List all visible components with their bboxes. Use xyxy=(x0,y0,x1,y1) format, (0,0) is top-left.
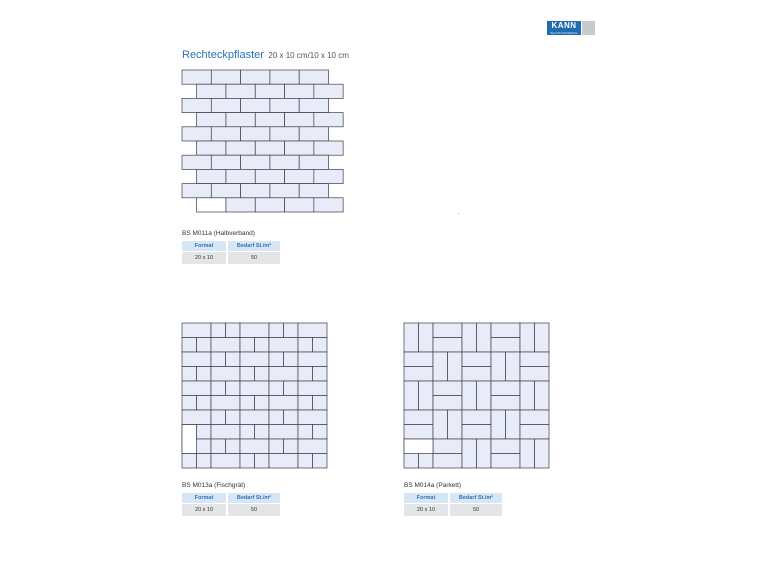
paver-stone xyxy=(491,381,520,396)
paver-stone xyxy=(462,439,477,468)
paver-stone xyxy=(477,439,492,468)
paver-stone xyxy=(284,410,299,425)
paver-stone xyxy=(298,381,327,396)
paver-stone xyxy=(520,367,549,382)
paver-stone xyxy=(285,113,314,127)
paver-stone xyxy=(298,454,313,469)
table-row xyxy=(182,504,280,516)
paver-stone xyxy=(255,454,270,469)
spec-table-parkett xyxy=(404,493,502,516)
paver-stone xyxy=(226,113,255,127)
paver-stone xyxy=(197,425,212,440)
paver-stone xyxy=(491,323,520,338)
paver-stone xyxy=(285,141,314,155)
table-row xyxy=(404,504,502,516)
paver-stone xyxy=(270,155,299,169)
paver-stone xyxy=(535,381,550,410)
paver-stone xyxy=(419,381,434,410)
paver-stone xyxy=(404,439,433,454)
paver-stone xyxy=(433,352,448,381)
paver-stone xyxy=(299,184,328,198)
paver-stone xyxy=(211,98,240,112)
paver-stone xyxy=(182,367,197,382)
paver-stone xyxy=(477,323,492,352)
paver-stone xyxy=(240,367,255,382)
paver-stone xyxy=(285,198,314,212)
pattern-code-parkett: BS M014a (Parkett) xyxy=(404,482,462,489)
paver-stone xyxy=(211,323,226,338)
paver-stone xyxy=(226,410,241,425)
paver-stone xyxy=(477,381,492,410)
page-title-sub: 20 x 10 cm/10 x 10 cm xyxy=(268,51,349,60)
paver-stone xyxy=(240,352,269,367)
paver-stone xyxy=(313,425,328,440)
halbverband-pattern-drawing xyxy=(180,68,346,214)
paver-stone xyxy=(285,169,314,183)
paver-stone xyxy=(404,425,433,440)
paver-stone xyxy=(211,352,226,367)
paver-stone xyxy=(270,98,299,112)
paver-stone xyxy=(433,439,462,454)
paver-stone xyxy=(240,381,269,396)
paver-stone xyxy=(299,98,328,112)
paver-stone xyxy=(182,396,197,411)
spec-table-fischgraet xyxy=(182,493,280,516)
paver-stone xyxy=(520,410,549,425)
paver-stone xyxy=(314,84,343,98)
pattern-code-halbverband: BS M011a (Halbverband) xyxy=(182,230,255,237)
paver-stone xyxy=(285,84,314,98)
paver-stone xyxy=(211,184,240,198)
paver-stone xyxy=(197,396,212,411)
paver-stone xyxy=(197,338,212,353)
paver-stone xyxy=(197,454,212,469)
table-row xyxy=(182,252,280,264)
paver-stone xyxy=(298,396,313,411)
paver-stone xyxy=(298,425,313,440)
paver-stone xyxy=(462,381,477,410)
paver-stone xyxy=(433,381,462,396)
paver-stone xyxy=(269,439,284,454)
paver-stone xyxy=(491,439,520,454)
kann-logo xyxy=(547,21,595,35)
paver-stone xyxy=(240,396,255,411)
spec-table-halbverband xyxy=(182,241,280,264)
paver-stone xyxy=(255,425,270,440)
paver-stone xyxy=(211,381,226,396)
paver-stone xyxy=(404,410,433,425)
paver-stone xyxy=(269,425,298,440)
paver-stone xyxy=(462,323,477,352)
paver-stone xyxy=(182,127,211,141)
header-format: Format xyxy=(404,493,450,504)
cell-bedarf: 50 xyxy=(450,504,502,516)
paver-stone xyxy=(462,367,491,382)
paver-stone xyxy=(211,70,240,84)
paver-stone xyxy=(182,338,197,353)
paver-stone xyxy=(182,425,197,454)
paver-stone xyxy=(211,127,240,141)
paver-stone xyxy=(211,367,240,382)
paver-stone xyxy=(226,439,241,454)
paver-stone xyxy=(241,70,270,84)
paver-stone xyxy=(298,439,327,454)
paver-stone xyxy=(182,352,211,367)
paver-stone xyxy=(240,323,269,338)
paver-stone xyxy=(298,367,313,382)
paver-stone xyxy=(270,70,299,84)
paver-stone xyxy=(211,155,240,169)
paver-stone xyxy=(269,381,284,396)
paver-stone xyxy=(404,367,433,382)
cell-bedarf: 50 xyxy=(228,504,280,516)
paver-stone xyxy=(182,410,211,425)
paver-stone xyxy=(226,198,255,212)
paver-stone xyxy=(269,454,298,469)
paver-stone xyxy=(211,396,240,411)
paver-stone xyxy=(506,410,521,439)
paver-stone xyxy=(313,367,328,382)
paver-stone xyxy=(462,410,491,425)
paver-stone xyxy=(448,410,463,439)
paver-stone xyxy=(197,84,226,98)
paver-stone xyxy=(182,454,197,469)
paver-stone xyxy=(298,338,313,353)
header-bedarf: Bedarf St./m² xyxy=(228,493,280,504)
paver-stone xyxy=(314,169,343,183)
paver-stone xyxy=(462,425,491,440)
paver-stone xyxy=(226,169,255,183)
paver-stone xyxy=(255,198,284,212)
paver-stone xyxy=(226,141,255,155)
fischgraet-pattern-drawing xyxy=(180,321,346,467)
paver-stone xyxy=(520,381,535,410)
pattern-code-fischgraet: BS M013a (Fischgrät) xyxy=(182,482,246,489)
paver-stone xyxy=(197,113,226,127)
paver-stone xyxy=(270,127,299,141)
stray-mark xyxy=(458,213,459,214)
header-format: Format xyxy=(182,493,228,504)
paver-stone xyxy=(255,367,270,382)
paver-stone xyxy=(314,198,343,212)
paver-stone xyxy=(197,141,226,155)
paver-stone xyxy=(240,425,255,440)
header-format: Format xyxy=(182,241,228,252)
paver-stone xyxy=(433,323,462,338)
paver-stone xyxy=(182,323,211,338)
paver-stone xyxy=(241,127,270,141)
paver-stone xyxy=(211,454,240,469)
paver-stone xyxy=(284,381,299,396)
paver-stone xyxy=(240,439,269,454)
paver-stone xyxy=(433,410,448,439)
paver-stone xyxy=(241,155,270,169)
paver-stone xyxy=(197,169,226,183)
paver-stone xyxy=(197,198,226,212)
paver-stone xyxy=(404,381,419,410)
paver-stone xyxy=(269,410,284,425)
paver-stone xyxy=(284,439,299,454)
paver-stone xyxy=(433,454,462,469)
paver-stone xyxy=(419,323,434,352)
paver-stone xyxy=(448,352,463,381)
paver-stone xyxy=(433,338,462,353)
cell-format: 20 x 10 xyxy=(404,504,450,516)
paver-stone xyxy=(255,84,284,98)
paver-stone xyxy=(241,184,270,198)
table-header-row xyxy=(404,493,502,504)
header-bedarf: Bedarf St./m² xyxy=(450,493,502,504)
paver-stone xyxy=(314,141,343,155)
logo-brand: KANN xyxy=(547,21,581,35)
paver-stone xyxy=(255,396,270,411)
paver-stone xyxy=(182,184,211,198)
paver-stone xyxy=(182,70,211,84)
paver-stone xyxy=(269,352,284,367)
logo-grey-block xyxy=(582,21,595,35)
paver-stone xyxy=(535,323,550,352)
paver-stone xyxy=(240,454,255,469)
paver-stone xyxy=(255,169,284,183)
paver-stone xyxy=(269,367,298,382)
paver-stone xyxy=(313,454,328,469)
paver-stone xyxy=(226,323,241,338)
logo-subtitle: BAUSTOFFWERKE xyxy=(550,31,578,35)
paver-stone xyxy=(299,127,328,141)
paver-stone xyxy=(226,352,241,367)
page-title-main: Rechteckpflaster xyxy=(182,49,264,61)
paver-stone xyxy=(269,396,298,411)
paver-stone xyxy=(211,338,240,353)
paver-stone xyxy=(240,338,255,353)
paver-stone xyxy=(226,84,255,98)
paver-stone xyxy=(269,323,284,338)
paver-stone xyxy=(520,352,549,367)
paver-stone xyxy=(226,381,241,396)
paver-stone xyxy=(197,367,212,382)
cell-format: 20 x 10 xyxy=(182,504,228,516)
paver-stone xyxy=(182,155,211,169)
paver-stone xyxy=(404,323,419,352)
paver-stone xyxy=(182,381,211,396)
paver-stone xyxy=(299,70,328,84)
paver-stone xyxy=(299,155,328,169)
paver-stone xyxy=(520,439,535,468)
paver-stone xyxy=(520,425,549,440)
cell-format: 20 x 10 xyxy=(182,252,228,264)
paver-stone xyxy=(404,352,433,367)
paver-stone xyxy=(298,410,327,425)
paver-stone xyxy=(284,352,299,367)
paver-stone xyxy=(506,352,521,381)
paver-stone xyxy=(241,98,270,112)
paver-stone xyxy=(298,352,327,367)
paver-stone xyxy=(211,425,240,440)
paver-stone xyxy=(433,396,462,411)
cell-bedarf: 50 xyxy=(228,252,280,264)
paver-stone xyxy=(313,338,328,353)
paver-stone xyxy=(255,338,270,353)
paver-stone xyxy=(240,410,269,425)
paver-stone xyxy=(255,141,284,155)
parkett-pattern-drawing xyxy=(402,321,552,467)
paver-stone xyxy=(211,410,226,425)
paver-stone xyxy=(298,323,327,338)
paver-stone xyxy=(491,338,520,353)
paver-stone xyxy=(211,439,226,454)
paver-stone xyxy=(462,352,491,367)
paver-stone xyxy=(182,98,211,112)
table-header-row xyxy=(182,241,280,252)
paver-stone xyxy=(314,113,343,127)
table-header-row xyxy=(182,493,280,504)
paver-stone xyxy=(255,113,284,127)
paver-stone xyxy=(520,323,535,352)
paver-stone xyxy=(491,410,506,439)
paver-stone xyxy=(491,454,520,469)
header-bedarf: Bedarf St./m² xyxy=(228,241,280,252)
paver-stone xyxy=(535,439,550,468)
paver-stone xyxy=(284,323,299,338)
paver-stone xyxy=(491,396,520,411)
paver-stone xyxy=(269,338,298,353)
page-title xyxy=(182,45,349,63)
paver-stone xyxy=(313,396,328,411)
paver-stone xyxy=(491,352,506,381)
paver-stone xyxy=(270,184,299,198)
